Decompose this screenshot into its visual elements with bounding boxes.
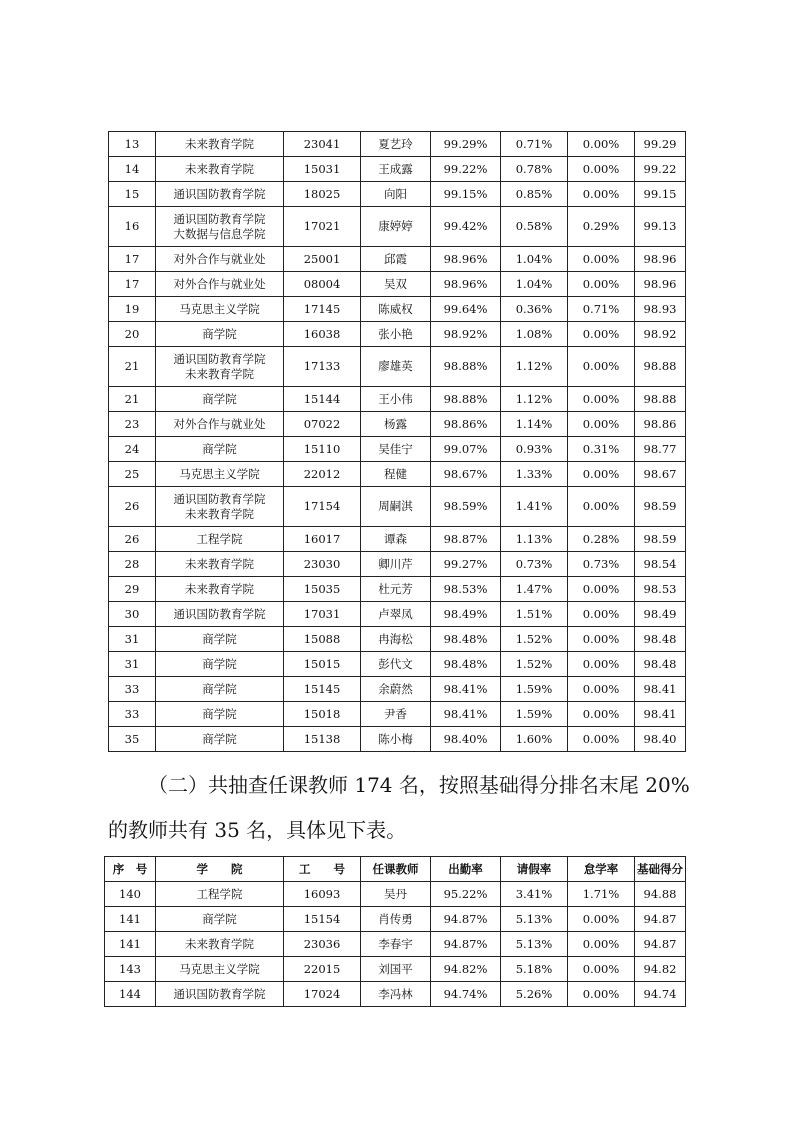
- attendance-rate-cell: 94.82%: [431, 957, 501, 982]
- college-line-2: 未来教育学院: [185, 506, 254, 521]
- college-cell: 商学院: [156, 322, 284, 347]
- absence-rate-cell: 0.31%: [568, 437, 635, 462]
- rank-cell: 144: [105, 982, 156, 1007]
- teacher-cell: 程健: [361, 462, 431, 487]
- teacher-cell: 夏艺玲: [361, 132, 431, 157]
- staff-id-cell: 16038: [284, 322, 361, 347]
- staff-id-cell: 15018: [284, 702, 361, 727]
- base-score-cell: 94.82: [635, 957, 686, 982]
- base-score-cell: 98.49: [635, 602, 686, 627]
- absence-rate-cell: 0.00%: [568, 247, 635, 272]
- college-cell: 通识国防教育学院: [156, 602, 284, 627]
- base-score-cell: 99.15: [635, 182, 686, 207]
- base-score-cell: 98.53: [635, 577, 686, 602]
- base-score-cell: 98.59: [635, 487, 686, 527]
- absence-rate-cell: 0.00%: [568, 387, 635, 412]
- college-cell: 未来教育学院: [156, 132, 284, 157]
- leave-rate-cell: 1.12%: [501, 347, 568, 387]
- table-row: [109, 552, 686, 577]
- base-score-cell: 98.41: [635, 702, 686, 727]
- attendance-rate-cell: 98.87%: [431, 527, 501, 552]
- absence-rate-cell: 0.00%: [568, 322, 635, 347]
- rank-cell: 17: [109, 247, 156, 272]
- college-cell: [156, 487, 284, 527]
- attendance-rate-cell: 98.59%: [431, 487, 501, 527]
- staff-id-cell: 15145: [284, 677, 361, 702]
- rank-cell: 15: [109, 182, 156, 207]
- leave-rate-cell: 1.60%: [501, 727, 568, 752]
- rank-cell: 25: [109, 462, 156, 487]
- leave-rate-cell: 1.08%: [501, 322, 568, 347]
- college-line-1: 通识国防教育学院: [173, 491, 266, 506]
- attendance-rate-cell: 98.88%: [431, 347, 501, 387]
- leave-rate-cell: 0.85%: [501, 182, 568, 207]
- attendance-rate-cell: 98.41%: [431, 677, 501, 702]
- staff-id-cell: 18025: [284, 182, 361, 207]
- absence-rate-cell: 0.00%: [568, 677, 635, 702]
- absence-rate-cell: 0.00%: [568, 907, 635, 932]
- leave-rate-cell: 1.13%: [501, 527, 568, 552]
- table-row: [105, 932, 686, 957]
- college-cell: 商学院: [156, 677, 284, 702]
- table-row: [109, 247, 686, 272]
- leave-rate-cell: 1.47%: [501, 577, 568, 602]
- college-cell: 未来教育学院: [156, 577, 284, 602]
- leave-rate-cell: 5.13%: [501, 932, 568, 957]
- rank-cell: 26: [109, 527, 156, 552]
- rank-cell: 143: [105, 957, 156, 982]
- base-score-cell: 98.77: [635, 437, 686, 462]
- table-row: [109, 677, 686, 702]
- college-cell: 对外合作与就业处: [156, 412, 284, 437]
- college-cell: 商学院: [156, 652, 284, 677]
- staff-id-cell: 16017: [284, 527, 361, 552]
- college-cell: 未来教育学院: [156, 157, 284, 182]
- teacher-cell: 李冯林: [361, 982, 431, 1007]
- staff-id-cell: 17154: [284, 487, 361, 527]
- leave-rate-cell: 5.13%: [501, 907, 568, 932]
- table-row: [109, 157, 686, 182]
- college-cell: 工程学院: [156, 882, 284, 907]
- column-header: 怠学率: [568, 857, 635, 882]
- table-row: [105, 957, 686, 982]
- staff-id-cell: 23036: [284, 932, 361, 957]
- teacher-cell: 尹香: [361, 702, 431, 727]
- teacher-cell: 杜元芳: [361, 577, 431, 602]
- staff-id-cell: 15088: [284, 627, 361, 652]
- staff-id-cell: 07022: [284, 412, 361, 437]
- base-score-cell: 98.92: [635, 322, 686, 347]
- table-row: [109, 207, 686, 247]
- attendance-rate-cell: 98.96%: [431, 247, 501, 272]
- rank-cell: 33: [109, 702, 156, 727]
- rank-cell: 141: [105, 907, 156, 932]
- base-score-cell: 99.22: [635, 157, 686, 182]
- base-score-cell: 99.13: [635, 207, 686, 247]
- table-row: [109, 577, 686, 602]
- teacher-cell: 陈小梅: [361, 727, 431, 752]
- base-score-cell: 98.93: [635, 297, 686, 322]
- attendance-rate-cell: 98.96%: [431, 272, 501, 297]
- leave-rate-cell: 0.71%: [501, 132, 568, 157]
- college-cell: 商学院: [156, 627, 284, 652]
- rank-cell: 20: [109, 322, 156, 347]
- rank-cell: 14: [109, 157, 156, 182]
- teacher-cell: 陈威权: [361, 297, 431, 322]
- college-cell: 未来教育学院: [156, 552, 284, 577]
- table-row: [109, 527, 686, 552]
- attendance-rate-cell: 99.07%: [431, 437, 501, 462]
- attendance-rate-cell: 99.64%: [431, 297, 501, 322]
- attendance-rate-cell: 99.42%: [431, 207, 501, 247]
- leave-rate-cell: 5.26%: [501, 982, 568, 1007]
- attendance-rate-cell: 98.40%: [431, 727, 501, 752]
- attendance-rate-cell: 98.48%: [431, 627, 501, 652]
- base-score-cell: 94.87: [635, 907, 686, 932]
- summary-paragraph-line-1: （二）共抽查任课教师 174 名，按照基础得分排名末尾 20%: [148, 773, 690, 797]
- table-row: [109, 487, 686, 527]
- teacher-cell: 刘国平: [361, 957, 431, 982]
- staff-id-cell: 15154: [284, 907, 361, 932]
- teacher-cell: 冉海松: [361, 627, 431, 652]
- staff-id-cell: 15110: [284, 437, 361, 462]
- absence-rate-cell: 0.73%: [568, 552, 635, 577]
- leave-rate-cell: 1.04%: [501, 247, 568, 272]
- absence-rate-cell: 0.00%: [568, 577, 635, 602]
- absence-rate-cell: 0.29%: [568, 207, 635, 247]
- base-score-cell: 98.88: [635, 347, 686, 387]
- table-row: [109, 437, 686, 462]
- college-cell: 对外合作与就业处: [156, 247, 284, 272]
- absence-rate-cell: 0.00%: [568, 702, 635, 727]
- column-header: 任课教师: [361, 857, 431, 882]
- college-line-2: 未来教育学院: [185, 366, 254, 381]
- absence-rate-cell: 0.00%: [568, 157, 635, 182]
- rank-cell: 33: [109, 677, 156, 702]
- base-score-cell: 98.54: [635, 552, 686, 577]
- attendance-rate-cell: 94.87%: [431, 907, 501, 932]
- rank-cell: 31: [109, 652, 156, 677]
- college-cell: [156, 207, 284, 247]
- college-cell: 未来教育学院: [156, 932, 284, 957]
- teacher-cell: 张小艳: [361, 322, 431, 347]
- teacher-ranking-table-top: [108, 131, 686, 752]
- table-row: [109, 627, 686, 652]
- column-header: 出勤率: [431, 857, 501, 882]
- attendance-rate-cell: 98.92%: [431, 322, 501, 347]
- staff-id-cell: 15031: [284, 157, 361, 182]
- attendance-rate-cell: 94.74%: [431, 982, 501, 1007]
- leave-rate-cell: 1.14%: [501, 412, 568, 437]
- college-cell: 通识国防教育学院: [156, 182, 284, 207]
- absence-rate-cell: 0.00%: [568, 272, 635, 297]
- table-row: [109, 272, 686, 297]
- staff-id-cell: 17133: [284, 347, 361, 387]
- teacher-cell: 康婷婷: [361, 207, 431, 247]
- absence-rate-cell: 0.71%: [568, 297, 635, 322]
- teacher-cell: 邱霞: [361, 247, 431, 272]
- staff-id-cell: 23041: [284, 132, 361, 157]
- leave-rate-cell: 1.04%: [501, 272, 568, 297]
- attendance-rate-cell: 98.88%: [431, 387, 501, 412]
- college-line-1: 通识国防教育学院: [173, 351, 266, 366]
- teacher-cell: 谭森: [361, 527, 431, 552]
- table-row: [105, 907, 686, 932]
- rank-cell: 21: [109, 387, 156, 412]
- absence-rate-cell: 0.00%: [568, 957, 635, 982]
- leave-rate-cell: 1.12%: [501, 387, 568, 412]
- rank-cell: 23: [109, 412, 156, 437]
- teacher-cell: 吴双: [361, 272, 431, 297]
- leave-rate-cell: 1.51%: [501, 602, 568, 627]
- attendance-rate-cell: 99.22%: [431, 157, 501, 182]
- college-line-2: 大数据与信息学院: [173, 226, 266, 241]
- table-row: [109, 412, 686, 437]
- absence-rate-cell: 0.00%: [568, 347, 635, 387]
- column-header: 基础得分: [635, 857, 686, 882]
- college-cell: 商学院: [156, 437, 284, 462]
- absence-rate-cell: 0.00%: [568, 412, 635, 437]
- attendance-rate-cell: 99.27%: [431, 552, 501, 577]
- leave-rate-cell: 1.52%: [501, 627, 568, 652]
- college-cell: [156, 347, 284, 387]
- table-row: [109, 347, 686, 387]
- college-cell: 马克思主义学院: [156, 462, 284, 487]
- leave-rate-cell: 1.59%: [501, 702, 568, 727]
- rank-cell: 35: [109, 727, 156, 752]
- absence-rate-cell: 1.71%: [568, 882, 635, 907]
- base-score-cell: 99.29: [635, 132, 686, 157]
- absence-rate-cell: 0.00%: [568, 132, 635, 157]
- leave-rate-cell: 0.58%: [501, 207, 568, 247]
- base-score-cell: 98.41: [635, 677, 686, 702]
- base-score-cell: 98.88: [635, 387, 686, 412]
- staff-id-cell: 17145: [284, 297, 361, 322]
- attendance-rate-cell: 99.29%: [431, 132, 501, 157]
- base-score-cell: 98.67: [635, 462, 686, 487]
- staff-id-cell: 15015: [284, 652, 361, 677]
- table-row: [109, 132, 686, 157]
- table-row: [105, 882, 686, 907]
- college-cell: 马克思主义学院: [156, 957, 284, 982]
- staff-id-cell: 25001: [284, 247, 361, 272]
- teacher-cell: 杨露: [361, 412, 431, 437]
- rank-cell: 141: [105, 932, 156, 957]
- table-row: [109, 602, 686, 627]
- college-cell: 商学院: [156, 727, 284, 752]
- column-header: 序 号: [105, 857, 156, 882]
- teacher-cell: 李春宇: [361, 932, 431, 957]
- attendance-rate-cell: 99.15%: [431, 182, 501, 207]
- base-score-cell: 98.96: [635, 272, 686, 297]
- table-row: [109, 387, 686, 412]
- rank-cell: 21: [109, 347, 156, 387]
- column-header: 工 号: [284, 857, 361, 882]
- attendance-rate-cell: 98.86%: [431, 412, 501, 437]
- attendance-rate-cell: 98.49%: [431, 602, 501, 627]
- base-score-cell: 98.86: [635, 412, 686, 437]
- college-cell: 通识国防教育学院: [156, 982, 284, 1007]
- teacher-cell: 周嗣淇: [361, 487, 431, 527]
- staff-id-cell: 17024: [284, 982, 361, 1007]
- teacher-cell: 卿川芹: [361, 552, 431, 577]
- base-score-cell: 94.74: [635, 982, 686, 1007]
- table-row: [109, 322, 686, 347]
- staff-id-cell: 17021: [284, 207, 361, 247]
- rank-cell: 17: [109, 272, 156, 297]
- table-row: [109, 702, 686, 727]
- column-header: 请假率: [501, 857, 568, 882]
- summary-paragraph-line-2: 的教师共有 35 名，具体见下表。: [108, 818, 407, 842]
- rank-cell: 24: [109, 437, 156, 462]
- rank-cell: 26: [109, 487, 156, 527]
- absence-rate-cell: 0.00%: [568, 652, 635, 677]
- absence-rate-cell: 0.28%: [568, 527, 635, 552]
- leave-rate-cell: 1.41%: [501, 487, 568, 527]
- college-cell: 工程学院: [156, 527, 284, 552]
- staff-id-cell: 17031: [284, 602, 361, 627]
- base-score-cell: 94.88: [635, 882, 686, 907]
- leave-rate-cell: 0.78%: [501, 157, 568, 182]
- staff-id-cell: 15138: [284, 727, 361, 752]
- base-score-cell: 94.87: [635, 932, 686, 957]
- absence-rate-cell: 0.00%: [568, 182, 635, 207]
- college-cell: 马克思主义学院: [156, 297, 284, 322]
- staff-id-cell: 15035: [284, 577, 361, 602]
- college-cell: 商学院: [156, 387, 284, 412]
- leave-rate-cell: 0.36%: [501, 297, 568, 322]
- absence-rate-cell: 0.00%: [568, 462, 635, 487]
- base-score-cell: 98.48: [635, 652, 686, 677]
- college-line-1: 通识国防教育学院: [173, 211, 266, 226]
- college-cell: 对外合作与就业处: [156, 272, 284, 297]
- staff-id-cell: 22015: [284, 957, 361, 982]
- attendance-rate-cell: 98.41%: [431, 702, 501, 727]
- column-header: 学 院: [156, 857, 284, 882]
- attendance-rate-cell: 94.87%: [431, 932, 501, 957]
- base-score-cell: 98.59: [635, 527, 686, 552]
- absence-rate-cell: 0.00%: [568, 982, 635, 1007]
- rank-cell: 31: [109, 627, 156, 652]
- leave-rate-cell: 0.93%: [501, 437, 568, 462]
- table-row: [109, 462, 686, 487]
- attendance-rate-cell: 95.22%: [431, 882, 501, 907]
- teacher-cell: 廖雄英: [361, 347, 431, 387]
- rank-cell: 140: [105, 882, 156, 907]
- base-score-cell: 98.40: [635, 727, 686, 752]
- leave-rate-cell: 1.33%: [501, 462, 568, 487]
- attendance-rate-cell: 98.67%: [431, 462, 501, 487]
- teacher-cell: 彭代文: [361, 652, 431, 677]
- rank-cell: 28: [109, 552, 156, 577]
- teacher-cell: 吴丹: [361, 882, 431, 907]
- rank-cell: 30: [109, 602, 156, 627]
- college-cell: 商学院: [156, 907, 284, 932]
- staff-id-cell: 08004: [284, 272, 361, 297]
- attendance-rate-cell: 98.53%: [431, 577, 501, 602]
- staff-id-cell: 23030: [284, 552, 361, 577]
- table-row: [109, 182, 686, 207]
- college-cell: 商学院: [156, 702, 284, 727]
- teacher-cell: 肖传勇: [361, 907, 431, 932]
- table-row: [109, 652, 686, 677]
- table-row: [109, 727, 686, 752]
- absence-rate-cell: 0.00%: [568, 932, 635, 957]
- staff-id-cell: 16093: [284, 882, 361, 907]
- rank-cell: 19: [109, 297, 156, 322]
- rank-cell: 16: [109, 207, 156, 247]
- absence-rate-cell: 0.00%: [568, 602, 635, 627]
- teacher-cell: 吴佳宁: [361, 437, 431, 462]
- leave-rate-cell: 1.52%: [501, 652, 568, 677]
- teacher-cell: 卢翠凤: [361, 602, 431, 627]
- rank-cell: 29: [109, 577, 156, 602]
- teacher-cell: 余蔚然: [361, 677, 431, 702]
- base-score-cell: 98.96: [635, 247, 686, 272]
- teacher-cell: 向阳: [361, 182, 431, 207]
- table-top-body: [109, 132, 686, 752]
- leave-rate-cell: 5.18%: [501, 957, 568, 982]
- staff-id-cell: 22012: [284, 462, 361, 487]
- leave-rate-cell: 0.73%: [501, 552, 568, 577]
- attendance-rate-cell: 98.48%: [431, 652, 501, 677]
- absence-rate-cell: 0.00%: [568, 727, 635, 752]
- table-row: [105, 982, 686, 1007]
- table-bottom-body: [105, 882, 686, 1007]
- leave-rate-cell: 3.41%: [501, 882, 568, 907]
- teacher-cell: 王成露: [361, 157, 431, 182]
- table-header-row: [105, 857, 686, 882]
- leave-rate-cell: 1.59%: [501, 677, 568, 702]
- base-score-cell: 98.48: [635, 627, 686, 652]
- rank-cell: 13: [109, 132, 156, 157]
- table-row: [109, 297, 686, 322]
- absence-rate-cell: 0.00%: [568, 487, 635, 527]
- teacher-cell: 王小伟: [361, 387, 431, 412]
- staff-id-cell: 15144: [284, 387, 361, 412]
- absence-rate-cell: 0.00%: [568, 627, 635, 652]
- teacher-ranking-table-bottom: [104, 856, 686, 1007]
